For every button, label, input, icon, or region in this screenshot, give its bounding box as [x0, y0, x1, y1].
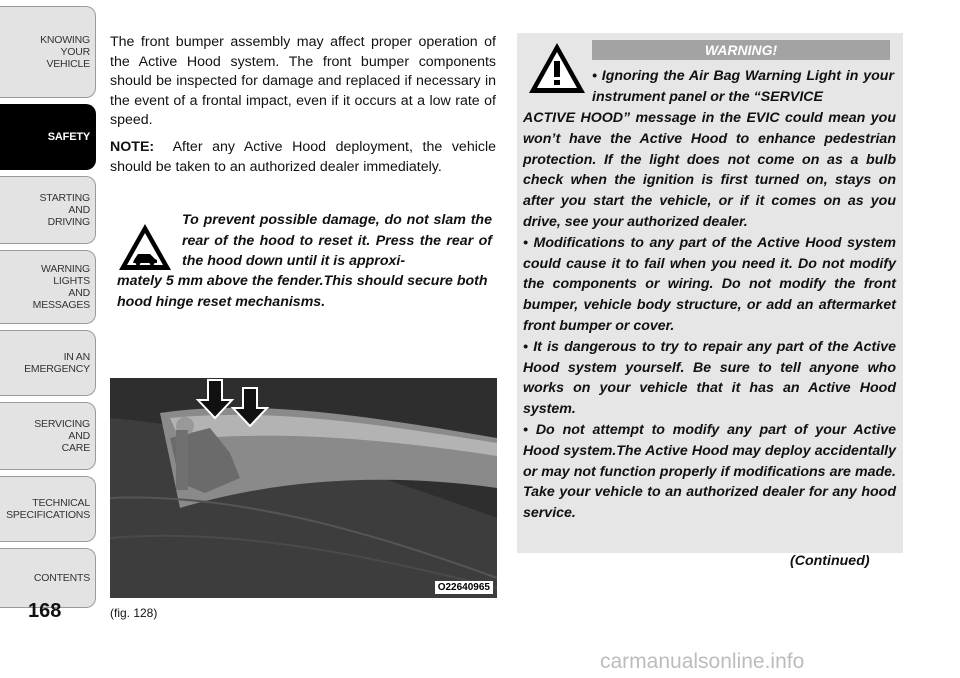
- caution-car-icon: [117, 222, 173, 272]
- tab-label: IN AN EMERGENCY: [24, 351, 90, 375]
- figure-caption: (fig. 128): [110, 606, 158, 620]
- tab-in-an-emergency[interactable]: [0, 330, 96, 396]
- tab-label: WARNING LIGHTS AND MESSAGES: [32, 263, 90, 311]
- page-number: 168: [28, 600, 62, 622]
- tab-servicing-and-care[interactable]: [0, 402, 96, 470]
- tab-contents[interactable]: [0, 548, 96, 608]
- tab-warning-lights[interactable]: [0, 250, 96, 324]
- tab-label: SAFETY: [47, 131, 90, 143]
- warning-bullet-1: • Ignoring the Air Bag Warning Light in your instrument panel or the “SERVICE: [592, 68, 894, 105]
- warning-body: [523, 108, 896, 524]
- caution-text: To prevent possible damage, do not slam the rear of the hood to reset it. Press the rear of the hood down until it is approxi-: [182, 212, 492, 269]
- warning-bullet-2: • Modifications to any part of the Active Hood system could cause it to fail when you need it. Do not modify the components or wiring. Do not modify the front bumper, vehicle body structure, or add an aftermarket front bumper or cover.: [523, 234, 896, 334]
- continued-label: (Continued): [790, 553, 870, 569]
- caution-text-continued: mately 5 mm above the fender.This should secure both hood hinge reset mechanisms.: [117, 273, 488, 310]
- warning-triangle-icon: [527, 41, 587, 95]
- tab-safety[interactable]: [0, 104, 96, 170]
- active-hood-figure: [110, 378, 497, 598]
- figure-code: O22640965: [435, 581, 493, 594]
- tab-starting-and-driving[interactable]: [0, 176, 96, 244]
- watermark: carmanualsonline.info: [600, 650, 805, 673]
- warning-header: WARNING!: [592, 40, 890, 60]
- warning-bullet-1-continued: ACTIVE HOOD” message in the EVIC could mean you won’t have the Active Hood to enhance pedestrian protection. If the light does not come on as a bulb check when the ignition is first turned on, stays on after you start the vehicle, or if it comes on as you drive, see your authorized dealer.: [523, 110, 896, 230]
- tab-label: STARTING AND DRIVING: [39, 192, 90, 228]
- tab-label: CONTENTS: [33, 572, 90, 584]
- body-paragraph: The front bumper assembly may affect proper operation of the Active Hood system. The front bumper components should be inspected for damage and replaced if necessary in the event of a frontal impact, even if it occurs at a low rate of speed.: [110, 34, 496, 129]
- warning-bullet-3: • It is dangerous to try to repair any part of the Active Hood system yourself. Be sure to tell anyone who works on your vehicle that it has an Active Hood system.: [523, 338, 896, 418]
- tab-technical-specifications[interactable]: [0, 476, 96, 542]
- hood-hinge-illustration: [110, 378, 497, 598]
- note-label: NOTE:: [110, 139, 155, 155]
- note-text: After any Active Hood deployment, the vehicle should be taken to an authorized dealer immediately.: [110, 139, 496, 175]
- tab-knowing-your-vehicle[interactable]: [0, 6, 96, 98]
- note-paragraph: [110, 138, 496, 177]
- tab-label: SERVICING AND CARE: [34, 418, 90, 454]
- warning-bullet-4: • Do not attempt to modify any part of your Active Hood system.The Active Hood may deploy accidentally or may not function properly if modifications are made. Take your vehicle to an authorized dealer for any hood service.: [523, 421, 896, 522]
- tab-label: KNOWING YOUR VEHICLE: [40, 34, 90, 70]
- tab-label: TECHNICAL SPECIFICATIONS: [6, 497, 90, 521]
